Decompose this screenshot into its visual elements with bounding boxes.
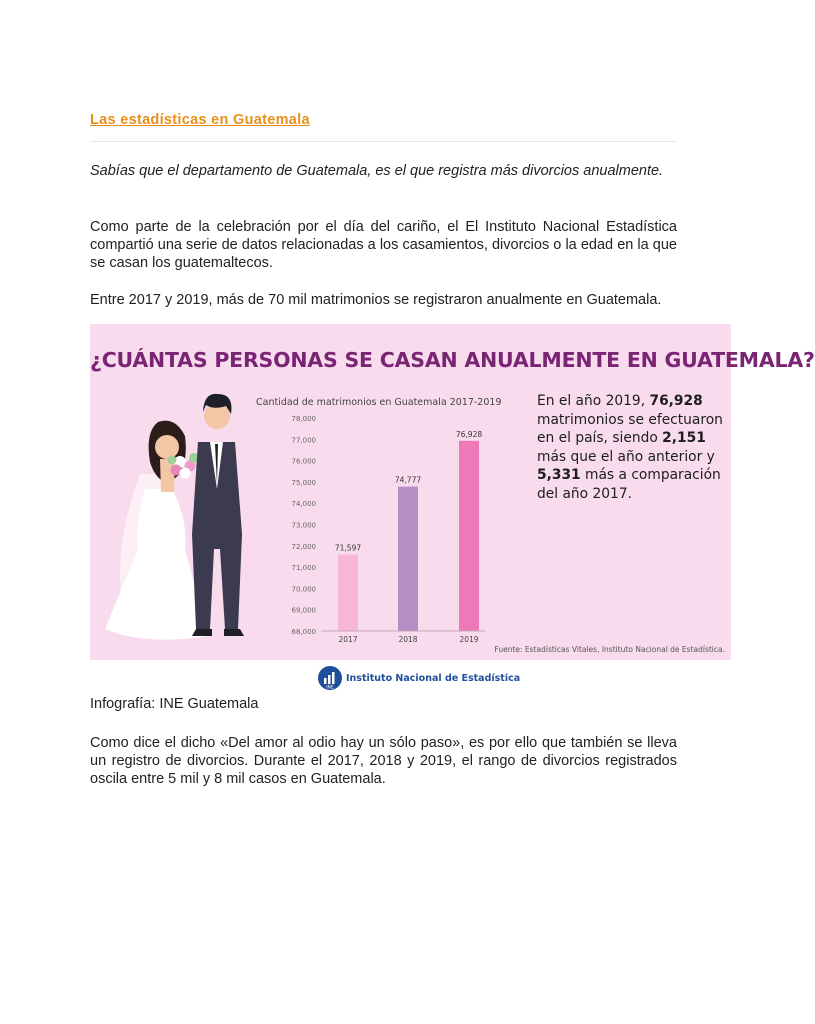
bar-2019 <box>459 441 479 631</box>
x-tick-label-2018: 2018 <box>398 635 418 644</box>
logo-abbr: INE <box>326 685 334 691</box>
y-tick-label: 75,000 <box>291 478 316 487</box>
y-tick-label: 71,000 <box>291 564 316 573</box>
wedding-couple-illustration <box>105 394 244 640</box>
y-tick-label: 72,000 <box>291 542 316 551</box>
bar-chart <box>256 397 502 644</box>
celebration-paragraph: Como parte de la celebración por el día del cariño, el El Instituto Nacional Estadística compartió una serie de datos relacionadas a los casamientos, divorcios o la edad en la que se casan los guatemaltecos. <box>90 219 677 271</box>
divider <box>90 141 677 142</box>
value-label-2019: 76,928 <box>455 429 483 439</box>
intro-paragraph: Sabías que el departamento de Guatemala, es el que registra más divorcios anualmente. <box>90 163 664 179</box>
infographic <box>90 324 815 660</box>
y-tick-label: 74,000 <box>291 500 316 509</box>
logo-text: Instituto Nacional de Estadística <box>346 672 521 684</box>
desc-text-4: más a comparación del año 2017. <box>537 467 721 502</box>
y-tick-label: 77,000 <box>291 436 316 445</box>
y-axis <box>292 415 317 636</box>
source-note: Fuente: Estadísticas Vitales, Instituto Nacional de Estadística. <box>494 645 725 654</box>
desc-value-diff-prev: 2,151 <box>662 430 706 446</box>
divorces-paragraph: Como dice el dicho «Del amor al odio hay un sólo paso», es por ello que también se lleva un registro de divorcios. Durante el 2017, 2018 y 2019, el rango de divorcios registrados oscila entre 5 mil y 8 mil casos en Guatemala. <box>90 735 677 787</box>
y-tick-label: 78,000 <box>291 415 316 423</box>
bar-2018 <box>398 487 418 631</box>
desc-value-2019: 76,928 <box>649 393 703 409</box>
y-tick-label: 76,000 <box>291 457 316 466</box>
infographic-description <box>537 392 727 503</box>
value-label-2018: 74,777 <box>394 475 422 485</box>
desc-value-diff-2017: 5,331 <box>537 467 581 483</box>
bar-2017 <box>338 554 358 631</box>
x-tick-label-2017: 2017 <box>338 635 358 644</box>
value-label-2017: 71,597 <box>334 543 362 553</box>
marriages-paragraph: Entre 2017 y 2019, más de 70 mil matrimonios se registraron anualmente en Guatemala. <box>90 292 662 308</box>
y-tick-label: 69,000 <box>291 606 316 615</box>
desc-text-1: En el año 2019, <box>537 393 650 409</box>
chart-title: Cantidad de matrimonios en Guatemala 2017-2019 <box>256 397 502 408</box>
section-heading[interactable]: Las estadísticas en Guatemala <box>90 112 310 128</box>
x-tick-label-2019: 2019 <box>459 635 479 644</box>
bars <box>335 430 482 644</box>
desc-text-3: más que el año anterior y <box>537 448 715 465</box>
infographic-caption: Infografía: INE Guatemala <box>90 696 259 712</box>
infographic-title: ¿CUÁNTAS PERSONAS SE CASAN ANUALMENTE EN GUATEMALA? <box>90 348 815 372</box>
y-tick-label: 70,000 <box>291 585 316 594</box>
y-tick-label: 73,000 <box>291 521 316 530</box>
desc-text-2: matrimonios se efectuaron en el país, siendo <box>537 411 723 446</box>
ine-logo-icon <box>318 666 342 690</box>
y-tick-label: 68,000 <box>291 628 316 636</box>
ine-logo <box>318 664 520 692</box>
